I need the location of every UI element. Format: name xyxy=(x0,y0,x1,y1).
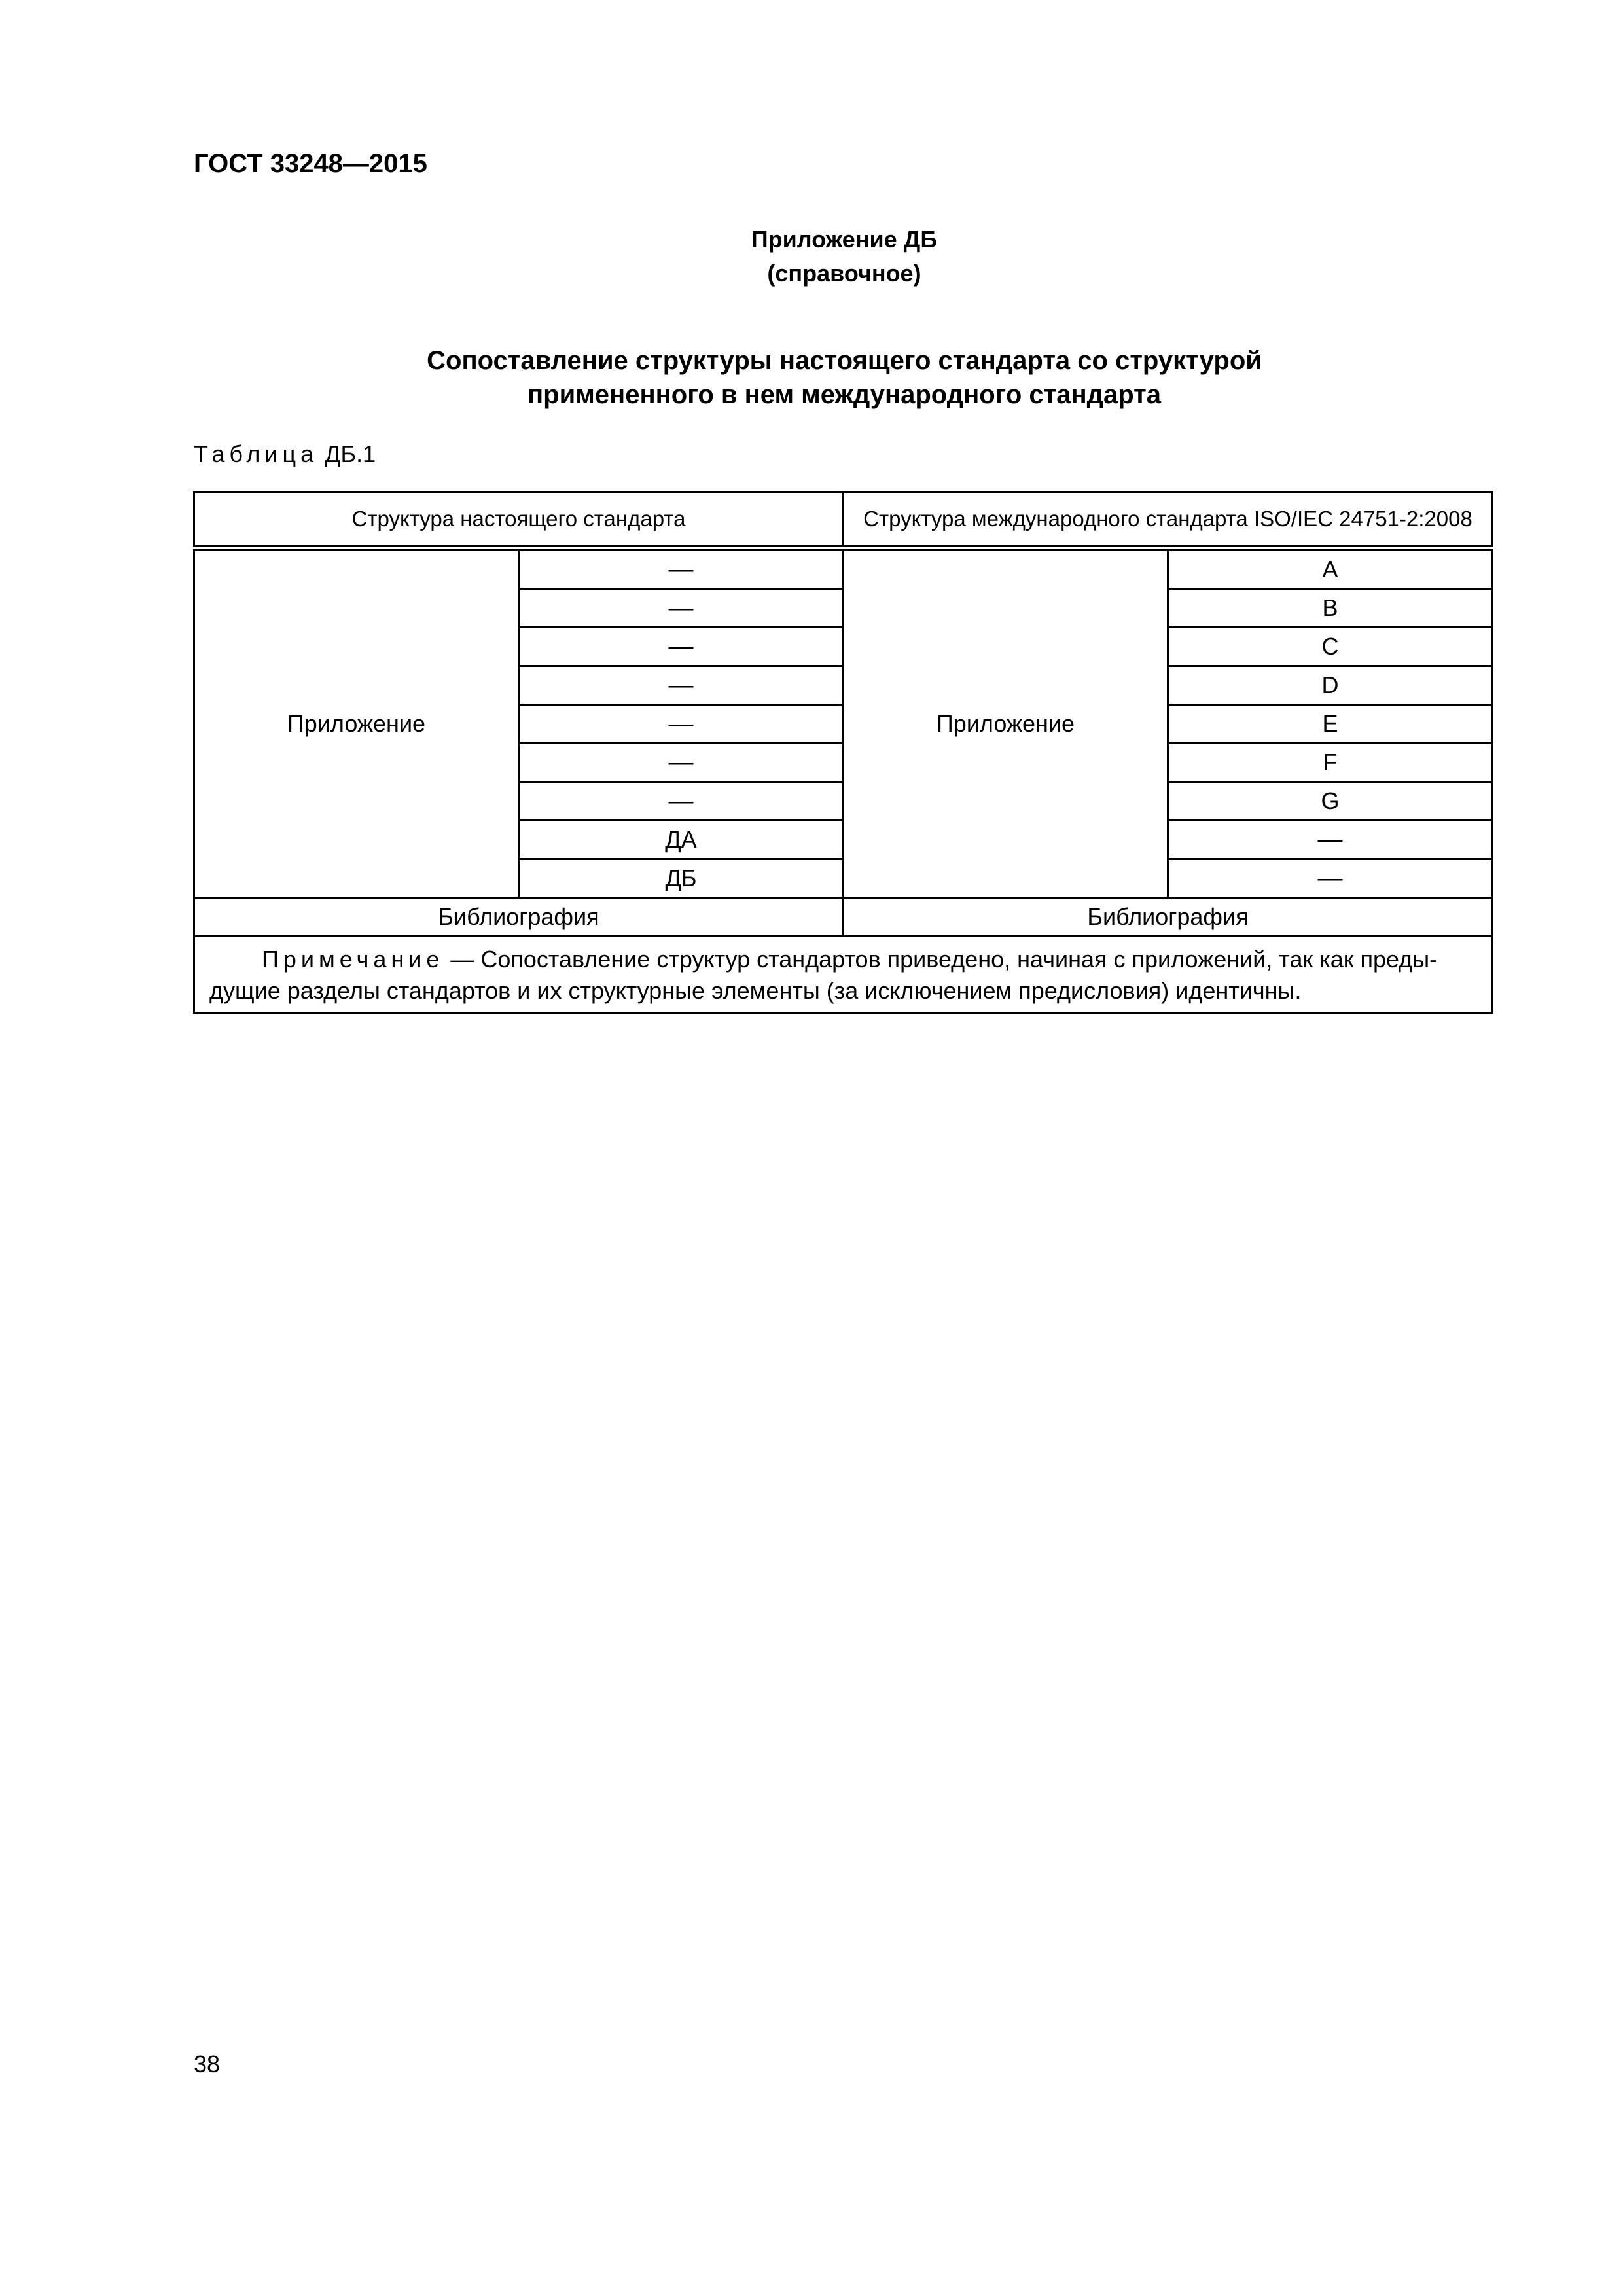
right-item-cell: — xyxy=(1168,859,1493,898)
left-item-cell: — xyxy=(519,666,844,705)
comparison-table xyxy=(193,491,1493,1014)
right-item-cell: A xyxy=(1168,548,1493,589)
note-row xyxy=(194,937,1493,1013)
note-label: Примечание xyxy=(262,946,444,973)
section-title-line-2: примененного в нем международного стандарта xyxy=(527,380,1161,409)
note-cell xyxy=(194,937,1493,1013)
header-national-structure: Структура настоящего стандарта xyxy=(194,492,844,548)
section-title xyxy=(262,344,1427,412)
note-text: — Сопоставление структур стандартов приведено, начиная с приложений, так как преды-дущие разделы стандартов и их структурные элементы (за исключением предисловия) идентичны. xyxy=(209,946,1438,1004)
right-item-cell: D xyxy=(1168,666,1493,705)
left-item-cell: — xyxy=(519,744,844,782)
page-number: 38 xyxy=(194,2051,221,2077)
right-item-cell: G xyxy=(1168,782,1493,821)
right-item-cell: — xyxy=(1168,821,1493,859)
table-caption xyxy=(194,439,376,470)
table-caption-word: Таблица xyxy=(194,440,319,467)
appendix-subtitle: (справочное) xyxy=(767,260,921,287)
table-header-row xyxy=(194,492,1493,548)
document-id: ГОСТ 33248—2015 xyxy=(194,149,427,178)
right-item-cell: E xyxy=(1168,705,1493,744)
table-caption-number: ДБ.1 xyxy=(325,440,376,467)
right-group-cell: Приложение xyxy=(844,548,1168,898)
left-item-cell: — xyxy=(519,705,844,744)
left-item-cell: — xyxy=(519,589,844,628)
right-item-cell: B xyxy=(1168,589,1493,628)
bibliography-left-cell: Библиография xyxy=(194,898,844,937)
table-row xyxy=(194,548,1493,589)
left-item-cell: — xyxy=(519,782,844,821)
bibliography-row xyxy=(194,898,1493,937)
left-group-cell: Приложение xyxy=(194,548,519,898)
right-item-cell: C xyxy=(1168,628,1493,666)
left-item-cell: — xyxy=(519,628,844,666)
header-international-structure: Структура международного стандарта ISO/IEC 24751-2:2008 xyxy=(844,492,1493,548)
section-title-line-1: Сопоставление структуры настоящего стандарта со структурой xyxy=(427,346,1262,375)
appendix-heading xyxy=(654,223,1034,291)
left-item-cell: — xyxy=(519,548,844,589)
left-item-cell: ДБ xyxy=(519,859,844,898)
bibliography-right-cell: Библиография xyxy=(844,898,1493,937)
right-item-cell: F xyxy=(1168,744,1493,782)
appendix-title: Приложение ДБ xyxy=(751,226,938,253)
left-item-cell: ДА xyxy=(519,821,844,859)
